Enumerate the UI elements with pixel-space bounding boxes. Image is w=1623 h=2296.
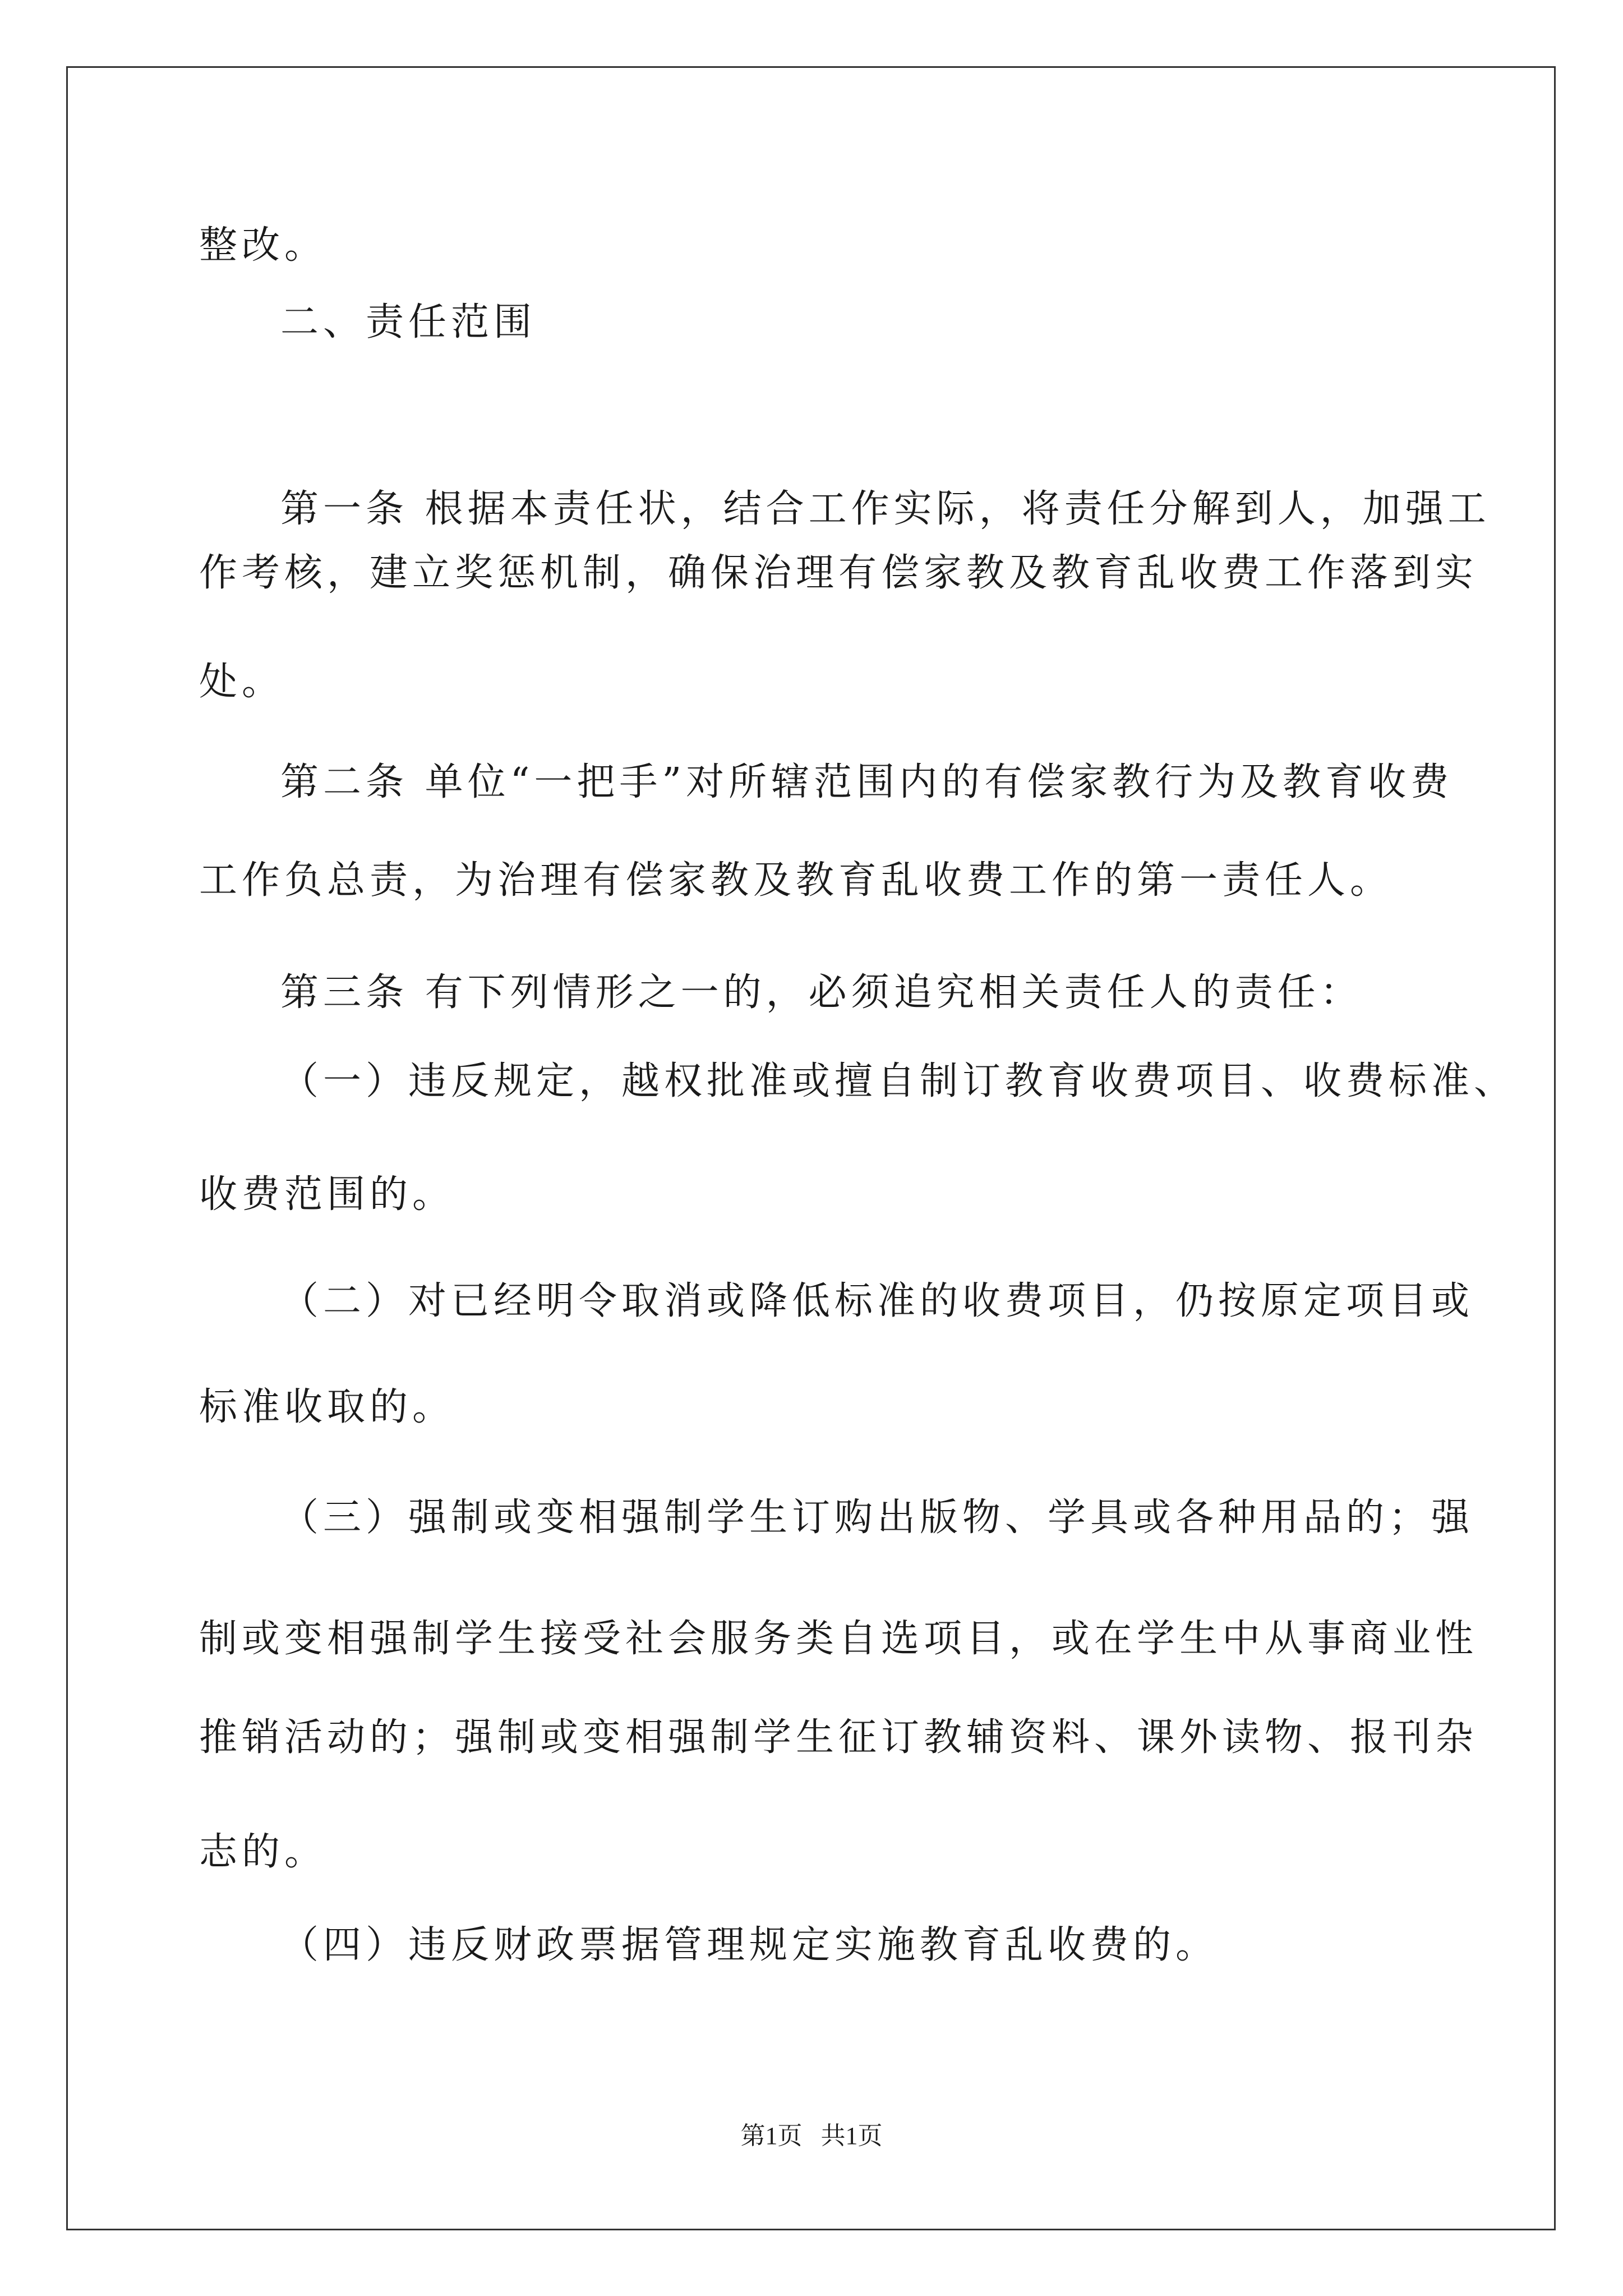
page-footer: 第1页 共1页 <box>740 2122 883 2150</box>
text-line: （三）强制或变相强制学生订购出版物、学具或各种用品的；强 <box>280 1496 1474 1540</box>
text-line: 处。 <box>199 660 285 704</box>
section-heading: 二、责任范围 <box>280 300 537 344</box>
text-line: 工作负总责，为治理有偿家教及教育乱收费工作的第一责任人。 <box>199 858 1393 903</box>
page-border <box>66 66 1556 2230</box>
text-line: 整改。 <box>199 223 328 268</box>
text-line: 第三条 有下列情形之一的，必须追究相关责任人的责任： <box>280 970 1363 1015</box>
text-line: （一）违反规定，越权批准或擅自制订教育收费项目、收费标准、 <box>280 1059 1517 1103</box>
text-line: 志的。 <box>199 1830 328 1874</box>
text-line: 第一条 根据本责任状，结合工作实际，将责任分解到人，加强工 <box>280 487 1491 531</box>
text-line: 标准收取的。 <box>199 1385 455 1429</box>
text-line: 推销活动的；强制或变相强制学生征订教辅资料、课外读物、报刊杂 <box>199 1715 1478 1760</box>
text-line: 收费范围的。 <box>199 1172 455 1217</box>
text-line: （二）对已经明令取消或降低标准的收费项目，仍按原定项目或 <box>280 1279 1474 1323</box>
text-line: 作考核，建立奖惩机制，确保治理有偿家教及教育乱收费工作落到实 <box>199 551 1478 595</box>
text-line: （四）违反财政票据管理规定实施教育乱收费的。 <box>280 1923 1219 1967</box>
text-line: 制或变相强制学生接受社会服务类自选项目，或在学生中从事商业性 <box>199 1617 1478 1661</box>
text-line: 第二条 单位“一把手”对所辖范围内的有偿家教行为及教育收费 <box>280 760 1454 804</box>
